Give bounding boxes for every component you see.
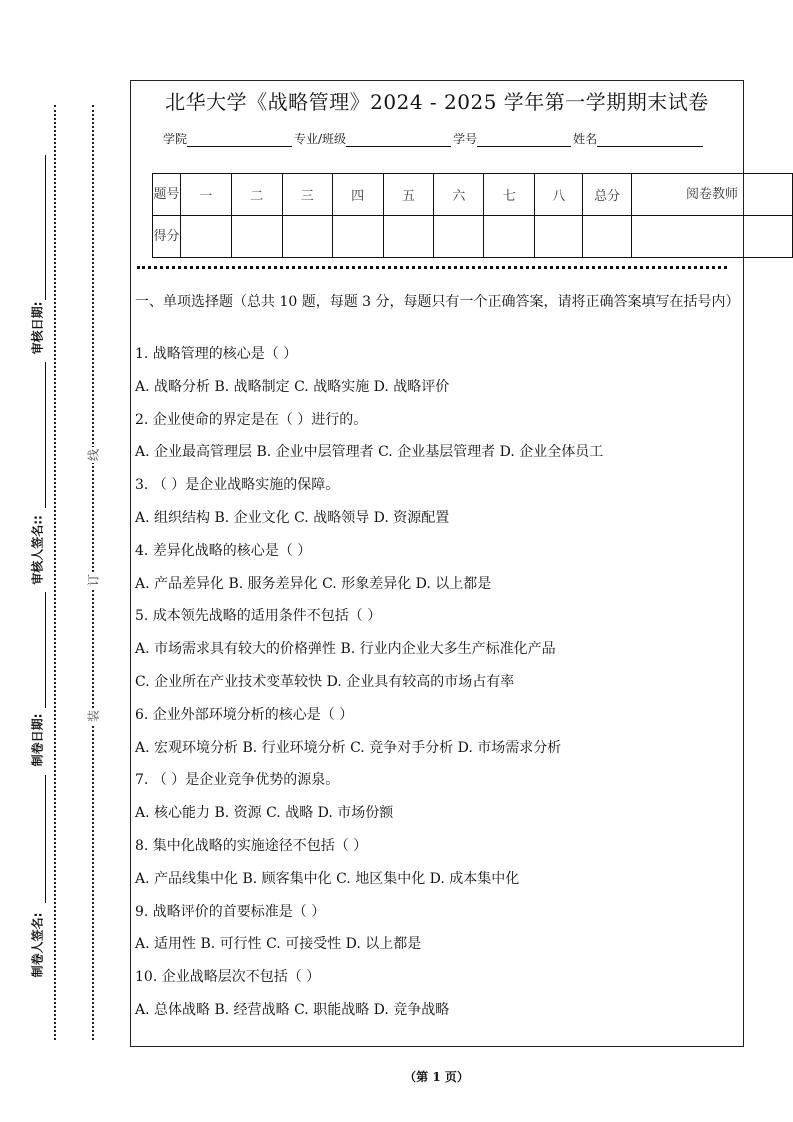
paper-date-label: 制卷日期: [30,713,45,767]
binding-mark-zhuang: 装 [86,709,101,723]
review-date-label: 审核日期: [30,301,45,355]
dotted-divider [137,266,727,269]
score-cell[interactable] [231,216,282,258]
answer-options: A. 组织结构 B. 企业文化 C. 战略领导 D. 资源配置 [135,509,450,526]
question-text: 4. 差异化战略的核心是（ ） [135,542,312,559]
score-table [152,173,793,258]
binding-dotted-line [54,105,56,1040]
column-header: 四 [332,174,383,216]
row-label: 得分 [153,216,181,258]
column-header: 二 [231,174,282,216]
column-header: 总分 [583,174,632,216]
signature-line [45,362,46,508]
question-text: 5. 成本领先战略的适用条件不包括（ ） [135,608,382,625]
question-text: 1. 战略管理的核心是（ ） [135,346,298,362]
answer-options: A. 总体战略 B. 经营战略 C. 职能战略 D. 竞争战略 [135,1001,450,1018]
score-cell[interactable] [282,216,332,258]
signature-line [45,592,46,708]
answer-options: A. 战略分析 B. 战略制定 C. 战略实施 D. 战略评价 [135,378,450,395]
question-text: 9. 战略评价的首要标准是（ ） [135,903,326,920]
score-cell[interactable] [180,216,231,258]
question-text: 3. （ ）是企业战略实施的保障。 [135,477,340,494]
binding-mark-ding: 订 [86,573,101,587]
answer-options: A. 产品线集中化 B. 顾客集中化 C. 地区集中化 D. 成本集中化 [135,870,520,887]
score-cell[interactable] [583,216,632,258]
answer-options: A. 产品差异化 B. 服务差异化 C. 形象差异化 D. 以上都是 [135,575,492,592]
student-id-label: 学号 [453,132,478,146]
question-text: 7. （ ）是企业竞争优势的源泉。 [135,772,340,789]
answer-options: A. 适用性 B. 可行性 C. 可接受性 D. 以上都是 [135,936,422,953]
name-label: 姓名 [573,132,598,146]
signature-line [45,775,46,903]
question-text: 10. 企业战略层次不包括（ ） [135,969,321,986]
column-header: 三 [282,174,332,216]
answer-options: C. 企业所在产业技术变革较快 D. 企业具有较高的市场占有率 [135,673,515,690]
paper-maker-signature-label: 制卷人签名: [30,912,45,978]
answer-options: A. 市场需求具有较大的价格弹性 B. 行业内企业大多生产标准化产品 [135,641,556,658]
section-heading: 一、单项选择题（总共 10 题，每题 3 分，每题只有一个正确答案，请将正确答案填写在括号内） [135,294,740,310]
column-header: 六 [434,174,484,216]
column-header: 阅卷教师 [632,174,793,216]
student-info [163,130,705,147]
question-list [135,338,603,1027]
answer-options: A. 宏观环境分析 B. 行业环境分析 C. 竞争对手分析 D. 市场需求分析 [135,739,562,756]
score-cell[interactable] [484,216,535,258]
question-text: 6. 企业外部环境分析的核心是（ ） [135,706,354,723]
page-number: （第 1 页） [404,1070,469,1084]
reviewer-signature-label: 审核人签名:: [30,515,45,585]
answer-options: A. 企业最高管理层 B. 企业中层管理者 C. 企业基层管理者 D. 企业全体员工 [135,444,604,461]
score-cell[interactable] [383,216,434,258]
exam-title: 北华大学《战略管理》2024 - 2025 学年第一学期期末试卷 [165,90,709,114]
score-cell[interactable] [632,216,793,258]
column-header: 五 [383,174,434,216]
major-class-label: 专业/班级 [294,132,347,146]
score-cell[interactable] [332,216,383,258]
student-id-field[interactable] [477,132,571,147]
college-label: 学院 [163,132,188,146]
column-header: 一 [180,174,231,216]
answer-options: A. 核心能力 B. 资源 C. 战略 D. 市场份额 [135,805,394,822]
column-header: 八 [535,174,583,216]
score-row [153,216,793,258]
score-cell[interactable] [535,216,583,258]
row-label: 题号 [153,174,181,216]
question-text: 2. 企业使命的界定是在（ ）进行的。 [135,411,368,428]
question-number-row [153,174,793,216]
signature-line [45,155,46,300]
college-field[interactable] [187,132,292,147]
major-class-field[interactable] [346,132,451,147]
name-field[interactable] [597,132,703,147]
question-text: 8. 集中化战略的实施途径不包括（ ） [135,837,368,854]
column-header: 七 [484,174,535,216]
binding-mark-xian: 线 [86,448,101,462]
score-cell[interactable] [434,216,484,258]
